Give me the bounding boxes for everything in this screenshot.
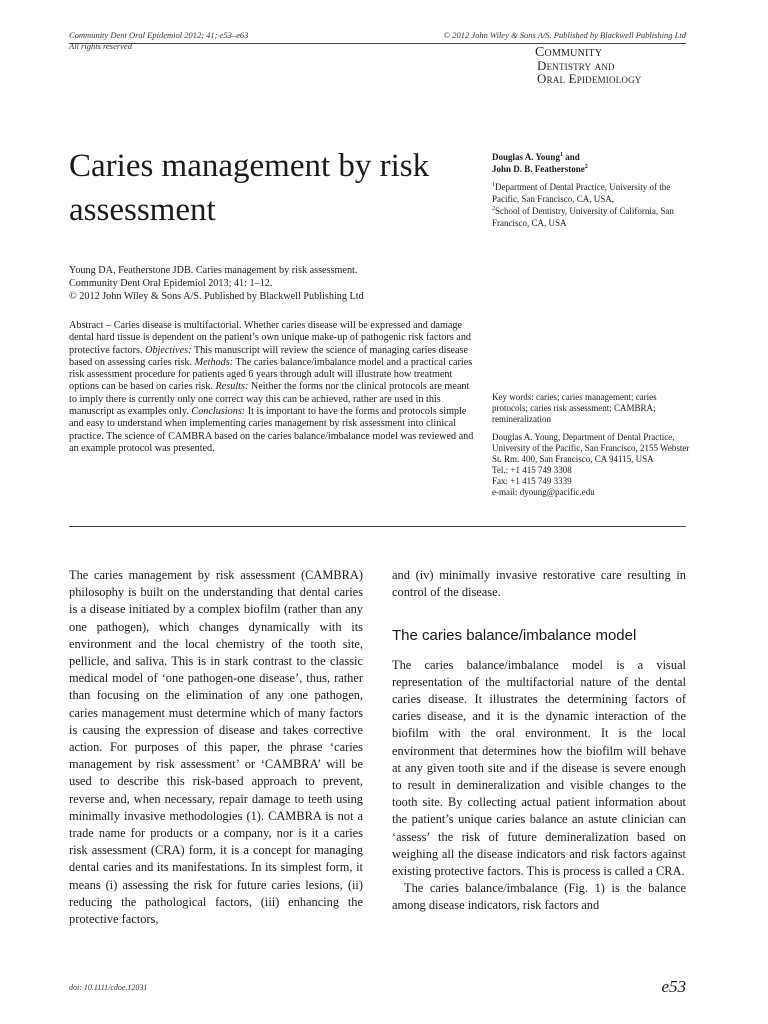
rights-line: All rights reserved xyxy=(69,41,132,51)
journal-citation-line: Community Dent Oral Epidemiol 2012; 41; e53–e63 xyxy=(69,30,249,40)
article-title: Caries management by risk assessment xyxy=(69,148,430,228)
author-conjunction: and xyxy=(562,152,580,162)
logo-line-2: Dentistry and xyxy=(537,58,615,73)
body-paragraph: The caries balance/imbalance model is a visual representation of the multifactorial nature of the dental caries disease. It illustrates the determining factors of caries disease, and it is the dynamic interaction of the biofilm with the oral environment. It is the local environment that determines how the biofilm will behave at any given tooth site and if the disease is severe enough to result in demineralization and visible changes to the tooth site. By collecting actual patient information about the patient’s unique caries balance an astute clinician can ‘assess’ the risk of future demineralization based on weighing all the disease indicators and risk factors against existing protective factors. This is process is called a CRA. xyxy=(392,657,686,879)
abstract-lead: Abstract – Caries disease is multifactorial. Whether caries disease will be expressed and damage dental hard tissue is dependent on the patient’s own unique make-up of pathogenic risk factors and protective factors. xyxy=(69,320,472,356)
affiliation-2-sup: 2 xyxy=(492,206,495,212)
citation-line-2: Community Dent Oral Epidemiol 2013; 41: 1–12. xyxy=(69,278,273,289)
body-paragraph: The caries balance/imbalance (Fig. 1) is the balance among disease indicators, risk factors and xyxy=(392,881,686,913)
results-label: Results: xyxy=(215,381,249,393)
body-paragraph: and (iv) minimally invasive restorative care resulting in control of the disease. xyxy=(392,568,686,600)
correspondence-fax: Fax: +1 415 749 3339 xyxy=(492,476,572,486)
abstract-results: Neither the forms nor the clinical protocols are meant to imply there is currently only one correct way this can be achieved, rather are used in this manuscript as examples only. xyxy=(69,381,470,418)
header-rule xyxy=(69,43,686,44)
author-affiliations xyxy=(492,181,692,229)
journal-logo xyxy=(535,46,641,85)
section-heading: The caries balance/imbalance model xyxy=(392,627,637,645)
author-1-sup: 1 xyxy=(559,152,563,158)
abstract-methods: The caries balance/imbalance model and a practical caries risk assessment procedure for patients aged 6 years through adult will illustrate how treatment options can be based on caries risk. xyxy=(69,356,473,393)
methods-label: Methods: xyxy=(194,356,234,368)
correspondence-tel: Tel.: +1 415 749 3308 xyxy=(492,465,572,475)
body-column-right xyxy=(392,567,686,915)
affiliation-1-sup: 1 xyxy=(492,182,495,188)
correspondence-email: e-mail: dyoung@pacific.edu xyxy=(492,487,595,497)
author-1-name: Douglas A. Young xyxy=(492,152,560,162)
article-citation xyxy=(69,264,479,303)
correspondence-address: Douglas A. Young, Department of Dental Practice, University of the Pacific, San Francisco, 2155 Webster St. Rm. 400, San Francisco, CA 94115, USA xyxy=(492,432,690,464)
affiliation-2: School of Dentistry, University of California, San Francisco, CA, USA xyxy=(492,206,674,228)
publisher-copyright: © 2012 John Wiley & Sons A/S. Published by Blackwell Publishing Ltd xyxy=(443,30,686,40)
logo-line-1: Community xyxy=(535,45,603,60)
doi: doi: 10.1111/cdoe.12031 xyxy=(69,983,148,992)
abstract xyxy=(69,320,479,455)
author-2-name: John D. B. Featherstone xyxy=(492,164,585,174)
abstract-objectives: This manuscript will review the science of managing caries disease based on assessing caries risk. xyxy=(69,344,468,368)
keywords: Key words: caries; caries management; caries protocols; caries risk assessment; CAMBRA; remineralization xyxy=(492,392,657,424)
page-number: e53 xyxy=(661,977,686,996)
logo-line-3: Oral Epidemiology xyxy=(537,71,642,86)
abstract-conclusions: It is important to have the forms and protocols simple and easy to understand when implementing caries management by risk assessment into clinical practice. The science of CAMBRA based on the caries balance/imbalance model was reviewed and an example protocol was presented. xyxy=(69,406,474,454)
citation-line-1: Young DA, Featherstone JDB. Caries management by risk assessment. xyxy=(69,265,358,276)
citation-line-3: © 2012 John Wiley & Sons A/S. Published by Blackwell Publishing Ltd xyxy=(69,291,364,302)
body-column-left xyxy=(69,567,363,987)
affiliation-1: Department of Dental Practice, University of the Pacific, San Francisco, CA, USA, xyxy=(492,182,671,204)
journal-citation-header xyxy=(69,30,248,52)
conclusions-label: Conclusions: xyxy=(191,406,246,418)
body-paragraph: The caries management by risk assessment (CAMBRA) philosophy is built on the understanding that dental caries is a disease initiated by a complex biofilm (rather than any one pathogen), which changes dynamically with its environment and the local chemistry of the tooth site, pellicle, and saliva. This is in stark contrast to the classic medical model of ‘one pathogen-one disease’, thus, rather than focusing on the elimination of any one pathogen, caries management must determine which of many factors is causing the expression of disease and takes corrective action. For purposes of this paper, the phrase ‘caries management by risk assessment’ or ‘CAMBRA’ will be used to describe this risk-based approach to prevent, reverse and, when necessary, repair damage to teeth using minimally invasive methodologies (1). CAMBRA is not a trade name for products or a company, nor is it a caries risk assessment (CRA) form, it is a concept for managing dental caries and its manifestations. In its simplest form, it means (i) assessing the risk for future caries lesions, (ii) reducing the pathological factors, (iii) enhancing the protective factors, xyxy=(69,568,363,927)
correspondence xyxy=(492,432,692,498)
author-2-sup: 2 xyxy=(584,164,588,170)
abstract-rule xyxy=(69,526,686,527)
objectives-label: Objectives: xyxy=(145,344,192,356)
author-names xyxy=(492,151,692,175)
author-block xyxy=(492,151,692,229)
